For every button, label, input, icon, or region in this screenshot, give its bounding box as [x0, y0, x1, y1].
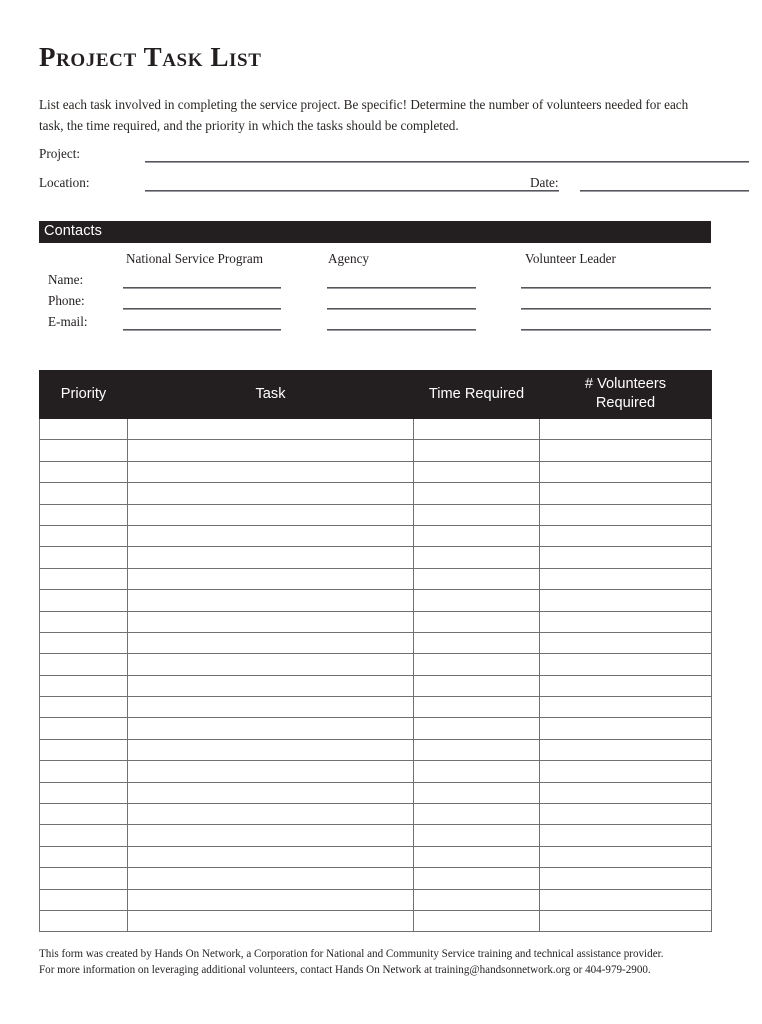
- task-table-cell-volunteers-required[interactable]: [540, 525, 712, 546]
- contacts-column-header-national-service-program: National Service Program: [126, 251, 263, 266]
- volunteers-header-line2: Required: [595, 395, 656, 411]
- contacts-line-name-national-service-program[interactable]: [123, 287, 281, 289]
- task-table-cell-volunteers-required[interactable]: [540, 590, 712, 611]
- task-table-cell-priority[interactable]: [40, 697, 128, 718]
- task-table-header-task: Task: [128, 371, 414, 419]
- task-table-cell-volunteers-required[interactable]: [540, 825, 712, 846]
- task-table-cell-time-required[interactable]: [414, 440, 540, 461]
- task-table-row: [40, 889, 712, 910]
- task-table-cell-priority[interactable]: [40, 804, 128, 825]
- task-table-cell-volunteers-required[interactable]: [540, 675, 712, 696]
- task-table-cell-volunteers-required[interactable]: [540, 846, 712, 867]
- task-table-cell-volunteers-required[interactable]: [540, 504, 712, 525]
- task-table-cell-time-required[interactable]: [414, 675, 540, 696]
- task-table-cell-priority[interactable]: [40, 483, 128, 504]
- task-table-cell-priority[interactable]: [40, 889, 128, 910]
- task-table-cell-volunteers-required[interactable]: [540, 440, 712, 461]
- page-title: Project Task List: [39, 42, 262, 72]
- task-table-cell-task[interactable]: [128, 804, 414, 825]
- task-table-row: [40, 590, 712, 611]
- task-table-cell-time-required[interactable]: [414, 739, 540, 760]
- task-table-cell-volunteers-required[interactable]: [540, 761, 712, 782]
- task-table-cell-task[interactable]: [128, 440, 414, 461]
- task-table-cell-task[interactable]: [128, 504, 414, 525]
- task-table-cell-task[interactable]: [128, 846, 414, 867]
- task-table-cell-priority[interactable]: [40, 568, 128, 589]
- task-table-cell-volunteers-required[interactable]: [540, 611, 712, 632]
- contacts-line-email-volunteer-leader[interactable]: [521, 329, 711, 331]
- date-label: Date:: [530, 175, 559, 190]
- task-table-cell-priority[interactable]: [40, 654, 128, 675]
- contacts-line-name-volunteer-leader[interactable]: [521, 287, 711, 289]
- task-table-cell-task[interactable]: [128, 654, 414, 675]
- contacts-line-email-agency[interactable]: [327, 329, 476, 331]
- project-label: Project:: [39, 146, 81, 161]
- task-table-cell-task[interactable]: [128, 889, 414, 910]
- task-table-cell-task[interactable]: [128, 718, 414, 739]
- task-table-cell-time-required[interactable]: [414, 782, 540, 803]
- date-input-line[interactable]: [580, 190, 749, 192]
- task-table-body: [40, 419, 712, 932]
- task-table-cell-task[interactable]: [128, 419, 414, 440]
- task-table-cell-task[interactable]: [128, 761, 414, 782]
- task-table-cell-task[interactable]: [128, 697, 414, 718]
- footer-disclaimer: [39, 947, 719, 978]
- task-table-cell-volunteers-required[interactable]: [540, 889, 712, 910]
- task-table-header-time-required: Time Required: [414, 371, 540, 419]
- task-table-row: [40, 568, 712, 589]
- task-table-cell-time-required[interactable]: [414, 568, 540, 589]
- contacts-line-name-agency[interactable]: [327, 287, 476, 289]
- task-table-cell-volunteers-required[interactable]: [540, 718, 712, 739]
- task-table-cell-time-required[interactable]: [414, 846, 540, 867]
- task-table-row: [40, 739, 712, 760]
- task-table-row: [40, 440, 712, 461]
- task-table-header-priority: Priority: [40, 371, 128, 419]
- contacts-line-phone-national-service-program[interactable]: [123, 308, 281, 310]
- task-table-cell-task[interactable]: [128, 590, 414, 611]
- task-table-cell-volunteers-required[interactable]: [540, 910, 712, 931]
- contacts-row-label-phone: Phone:: [48, 293, 85, 308]
- task-table-cell-priority[interactable]: [40, 782, 128, 803]
- task-table-row: [40, 868, 712, 889]
- task-table-cell-time-required[interactable]: [414, 910, 540, 931]
- task-table-row: [40, 825, 712, 846]
- task-table-cell-volunteers-required[interactable]: [540, 483, 712, 504]
- task-table-cell-time-required[interactable]: [414, 868, 540, 889]
- task-table-cell-volunteers-required[interactable]: [540, 697, 712, 718]
- task-table-cell-time-required[interactable]: [414, 590, 540, 611]
- task-table-cell-task[interactable]: [128, 461, 414, 482]
- contacts-section-header: [39, 221, 711, 243]
- contacts-section-title: Contacts: [44, 223, 103, 239]
- task-table-row: [40, 419, 712, 440]
- task-table-cell-priority[interactable]: [40, 419, 128, 440]
- task-table-cell-task[interactable]: [128, 611, 414, 632]
- task-table-cell-priority[interactable]: [40, 910, 128, 931]
- task-table-header-row: [40, 371, 712, 419]
- task-table-cell-time-required[interactable]: [414, 718, 540, 739]
- project-input-line[interactable]: [145, 161, 749, 163]
- task-table-cell-priority[interactable]: [40, 525, 128, 546]
- task-table-cell-volunteers-required[interactable]: [540, 547, 712, 568]
- task-table-cell-time-required[interactable]: [414, 525, 540, 546]
- task-table-cell-priority[interactable]: [40, 547, 128, 568]
- task-table-cell-time-required[interactable]: [414, 632, 540, 653]
- task-table-cell-priority[interactable]: [40, 868, 128, 889]
- task-table-row: [40, 654, 712, 675]
- task-table-cell-time-required[interactable]: [414, 654, 540, 675]
- task-table-cell-volunteers-required[interactable]: [540, 568, 712, 589]
- task-table-row: [40, 461, 712, 482]
- task-table-row: [40, 804, 712, 825]
- task-table-row: [40, 675, 712, 696]
- task-table-cell-priority[interactable]: [40, 504, 128, 525]
- task-table-row: [40, 846, 712, 867]
- contacts-line-phone-agency[interactable]: [327, 308, 476, 310]
- volunteers-header-line1: # Volunteers: [584, 376, 667, 392]
- task-table-row: [40, 761, 712, 782]
- task-table-cell-time-required[interactable]: [414, 419, 540, 440]
- task-table-cell-task[interactable]: [128, 525, 414, 546]
- task-table-cell-task[interactable]: [128, 739, 414, 760]
- task-table-cell-task[interactable]: [128, 868, 414, 889]
- contacts-line-email-national-service-program[interactable]: [123, 329, 281, 331]
- task-table-cell-time-required[interactable]: [414, 825, 540, 846]
- task-table-cell-priority[interactable]: [40, 675, 128, 696]
- task-table-row: [40, 697, 712, 718]
- location-label: Location:: [39, 175, 90, 190]
- task-table-cell-time-required[interactable]: [414, 547, 540, 568]
- task-table-cell-task[interactable]: [128, 782, 414, 803]
- task-table-cell-task[interactable]: [128, 547, 414, 568]
- task-table-cell-time-required[interactable]: [414, 483, 540, 504]
- footer-line-2: For more information on leveraging additional volunteers, contact Hands On Network at training@handsonnetwork.org or 404-979-2900.: [39, 963, 651, 976]
- task-table-cell-priority[interactable]: [40, 461, 128, 482]
- task-table-cell-volunteers-required[interactable]: [540, 782, 712, 803]
- task-table-row: [40, 718, 712, 739]
- task-table: [39, 370, 712, 932]
- task-table-row: [40, 525, 712, 546]
- contacts-row-label-email: E-mail:: [48, 314, 88, 329]
- task-table-cell-time-required[interactable]: [414, 504, 540, 525]
- task-table-cell-task[interactable]: [128, 483, 414, 504]
- task-table-row: [40, 632, 712, 653]
- intro-paragraph: List each task involved in completing the service project. Be specific! Determine the number of volunteers needed for each task, the time required, and the priority in which the tasks should be completed.: [39, 97, 689, 133]
- task-table-cell-priority[interactable]: [40, 761, 128, 782]
- task-table-cell-volunteers-required[interactable]: [540, 804, 712, 825]
- task-table-cell-volunteers-required[interactable]: [540, 739, 712, 760]
- task-table-cell-priority[interactable]: [40, 440, 128, 461]
- task-table-cell-task[interactable]: [128, 825, 414, 846]
- task-table-cell-task[interactable]: [128, 910, 414, 931]
- task-table-row: [40, 910, 712, 931]
- contacts-column-header-agency: Agency: [328, 251, 370, 266]
- task-table-cell-time-required[interactable]: [414, 889, 540, 910]
- task-table-cell-volunteers-required[interactable]: [540, 419, 712, 440]
- footer-line-1: This form was created by Hands On Network, a Corporation for National and Community Service training and technical assistance provider.: [39, 948, 664, 960]
- task-table-cell-priority[interactable]: [40, 739, 128, 760]
- task-table-cell-time-required[interactable]: [414, 461, 540, 482]
- task-table-cell-priority[interactable]: [40, 632, 128, 653]
- contacts-line-phone-volunteer-leader[interactable]: [521, 308, 711, 310]
- task-table-row: [40, 547, 712, 568]
- task-table-cell-priority[interactable]: [40, 611, 128, 632]
- task-table-cell-priority[interactable]: [40, 718, 128, 739]
- task-table-head: [40, 371, 712, 419]
- task-table-cell-time-required[interactable]: [414, 804, 540, 825]
- task-table-cell-priority[interactable]: [40, 825, 128, 846]
- task-table-header-volunteers-required: [540, 371, 712, 419]
- task-table-cell-time-required[interactable]: [414, 611, 540, 632]
- task-table-cell-task[interactable]: [128, 568, 414, 589]
- task-table-cell-task[interactable]: [128, 632, 414, 653]
- task-table-cell-volunteers-required[interactable]: [540, 654, 712, 675]
- task-table-cell-priority[interactable]: [40, 846, 128, 867]
- task-table-cell-time-required[interactable]: [414, 697, 540, 718]
- task-table-cell-time-required[interactable]: [414, 761, 540, 782]
- contacts-row-label-name: Name:: [48, 272, 84, 287]
- task-table-cell-volunteers-required[interactable]: [540, 461, 712, 482]
- task-table-row: [40, 782, 712, 803]
- task-table-row: [40, 483, 712, 504]
- contacts-column-header-volunteer-leader: Volunteer Leader: [525, 251, 616, 266]
- location-input-line[interactable]: [145, 190, 559, 192]
- task-table-cell-volunteers-required[interactable]: [540, 632, 712, 653]
- task-table-cell-priority[interactable]: [40, 590, 128, 611]
- task-table-row: [40, 611, 712, 632]
- task-table-row: [40, 504, 712, 525]
- task-table-cell-volunteers-required[interactable]: [540, 868, 712, 889]
- task-table-cell-task[interactable]: [128, 675, 414, 696]
